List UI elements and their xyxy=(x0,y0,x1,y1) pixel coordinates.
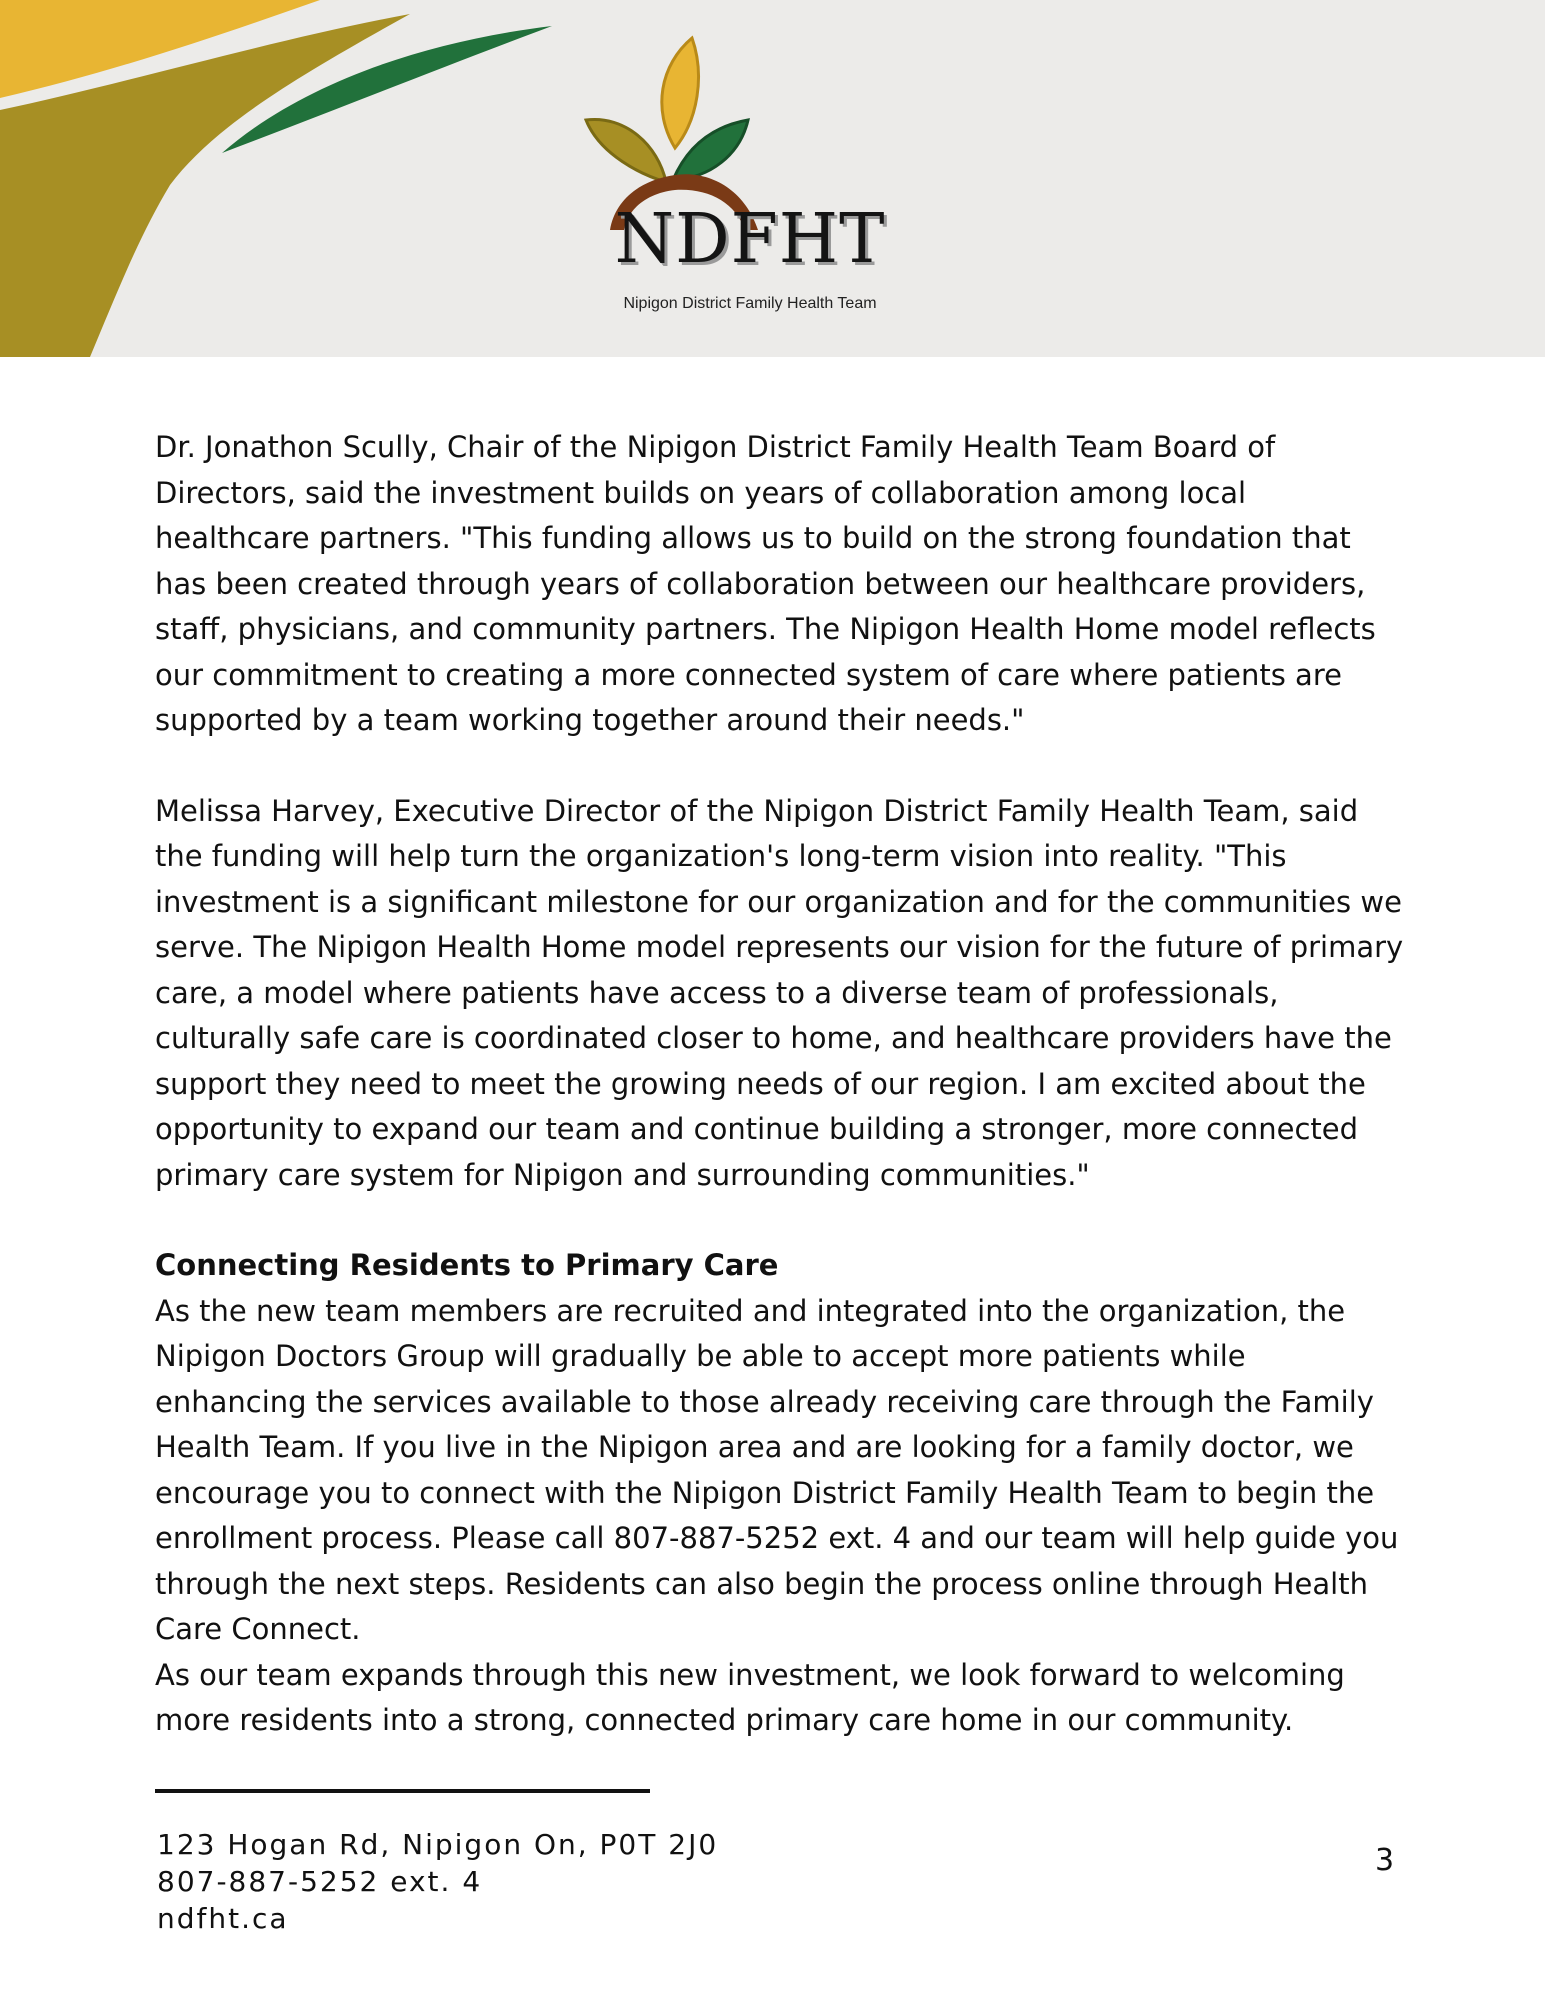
main-content xyxy=(155,425,1405,1744)
page-number: 3 xyxy=(1375,1843,1395,1878)
ndfht-logo xyxy=(580,30,920,320)
footer-phone: 807-887-5252 ext. 4 xyxy=(157,1865,483,1898)
section-heading: Connecting Residents to Primary Care xyxy=(155,1248,779,1282)
logo-tagline: Nipigon District Family Health Team xyxy=(623,295,877,312)
paragraph-enrollment: As the new team members are recruited and integrated into the organization, the Nipigon Doctors Group will gradually be able to accept more patients while enhancing the services available to those already receiving care through the Family Health Team. If you live in the Nipigon area and are looking for a family doctor, we encourage you to connect with the Nipigon District Family Health Team to begin the enrollment process. Please call 807-887-5252 ext. 4 and our team will help guide you through the next steps. Residents can also begin the process online through Health Care Connect. xyxy=(155,1293,1399,1646)
paragraph-closing: As our team expands through this new investment, we look forward to welcoming more residents into a strong, connected primary care home in our community. xyxy=(155,1657,1345,1737)
page-header xyxy=(0,0,1545,357)
footer-divider xyxy=(155,1789,650,1793)
paragraph-harvey-quote: Melissa Harvey, Executive Director of the Nipigon District Family Health Team, said the funding will help turn the organization's long-term vision into reality. "This investment is a significant milestone for our organization and for the communities we serve. The Nipigon Health Home model represents our vision for the future of primary care, a model where patients have access to a diverse team of professionals, culturally safe care is coordinated closer to home, and healthcare providers have the support they need to meet the growing needs of our region. I am excited about the opportunity to expand our team and continue building a stronger, more connected primary care system for Nipigon and surrounding communities." xyxy=(155,793,1404,1192)
footer-address: 123 Hogan Rd, Nipigon On, P0T 2J0 xyxy=(157,1828,719,1861)
leaf-yellow xyxy=(662,38,699,148)
paragraph-scully-quote: Dr. Jonathon Scully, Chair of the Nipigon District Family Health Team Board of Directors, said the investment builds on years of collaboration among local healthcare partners. "This funding allows us to build on the strong foundation that has been created through years of collaboration between our healthcare providers, staff, physicians, and community partners. The Nipigon Health Home model reflects our commitment to creating a more connected system of care where patients are supported by a team working together around their needs." xyxy=(155,430,1376,737)
footer-contact xyxy=(157,1826,718,1937)
footer-website: ndfht.ca xyxy=(157,1902,289,1935)
logo-wordmark: NDFHT xyxy=(614,200,886,279)
leaf-olive xyxy=(586,119,666,182)
